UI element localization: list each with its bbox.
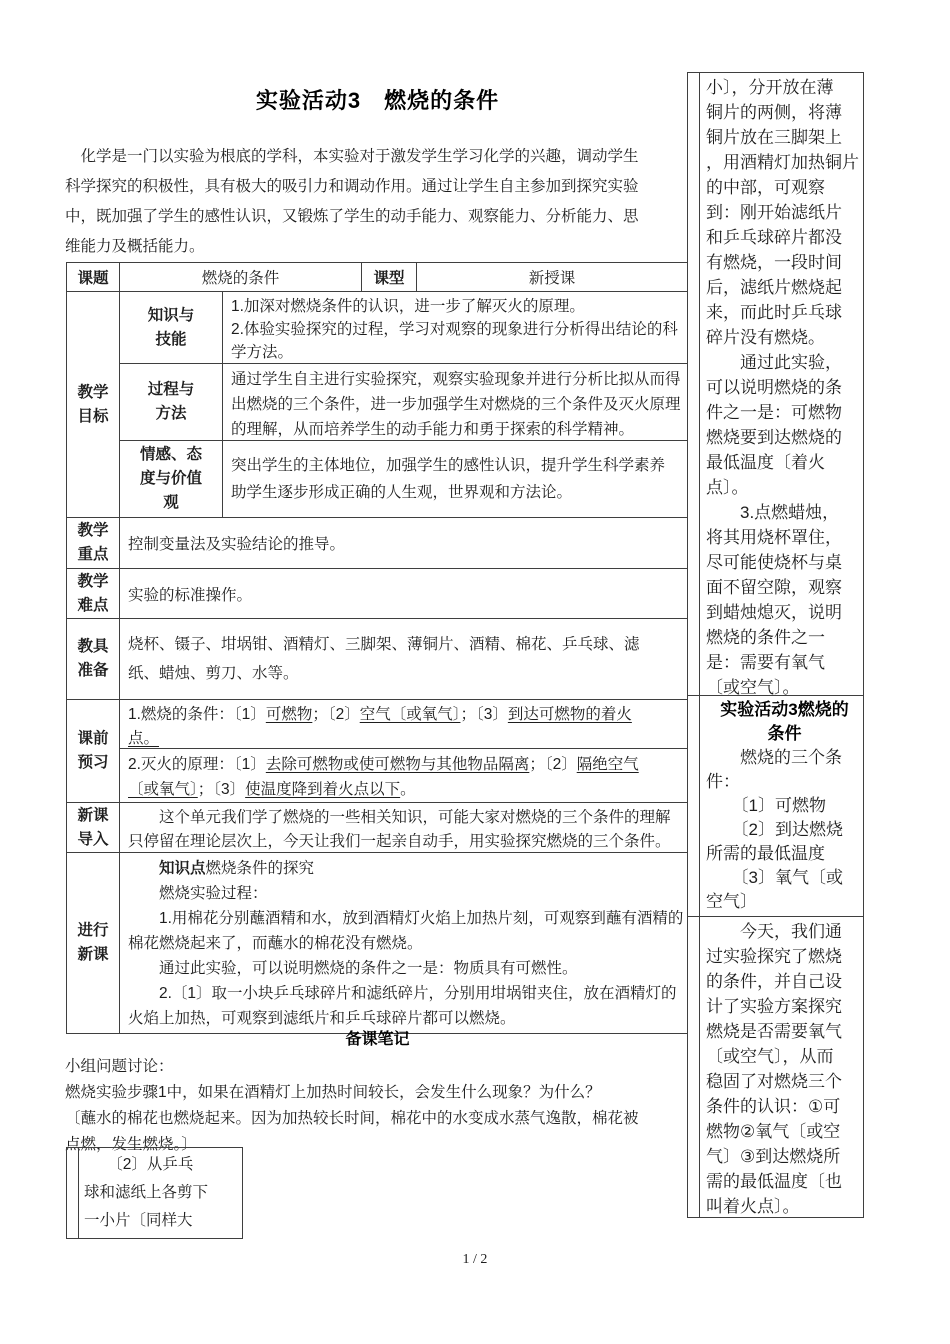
text-line: 到：刚开始滤纸片 (706, 203, 842, 222)
subrow-process-method (120, 363, 687, 440)
text-line (128, 752, 679, 777)
cell-new-lesson-label (67, 853, 119, 1033)
prep-notes-section (65, 1026, 690, 1158)
text-line: 维能力及概括能力。 (65, 238, 205, 255)
text-line: 科学探究的积极性，具有极大的吸引力和调动作用。通过让学生自主参加到探究实验 (65, 178, 639, 195)
text-segment: 。 (400, 781, 416, 798)
text-line: 课前 (77, 730, 109, 747)
text-line: 学方法。 (231, 344, 294, 361)
text-line: 2.〔1〕取一小块乒乓球碎片和滤纸碎片，分别用坩埚钳夹住，放在酒精灯的 (128, 985, 677, 1002)
sidebar-box1-text (700, 73, 863, 695)
text-line (128, 703, 679, 727)
table-row-key-points (67, 517, 687, 568)
sidebar-box3-text (700, 917, 863, 1217)
cell-difficulties-label (67, 569, 119, 618)
text-line: 点〕。 (706, 478, 749, 497)
text-segment: 燃烧条件的探究 (205, 860, 315, 877)
text-line: 〔或空气〕。 (706, 678, 800, 697)
text-line: 方法 (155, 405, 187, 422)
text-line: 的中部，可观察 (706, 178, 825, 197)
cell-lead-in-label (67, 803, 119, 852)
text-line: 导入 (77, 830, 109, 848)
text-line: 教具 (77, 638, 109, 655)
text-line: 燃烧要到达燃烧的 (706, 428, 842, 447)
cell-preview-part2 (120, 749, 687, 802)
text-line: 燃烧是否需要氧气 (706, 1022, 842, 1041)
text-segment: ；〔3〕 (460, 706, 508, 723)
subrow-preview-2 (120, 748, 687, 802)
text-line: 小组问题讨论： (65, 1058, 174, 1075)
text-segment: 去除可燃物或使可燃物与其他物品隔离 (265, 756, 530, 773)
text-line (128, 856, 679, 881)
text-line: 助学生逐步形成正确的人生观，世界观和方法论。 (231, 484, 573, 501)
prep-notes-body (65, 1054, 690, 1158)
text-line: 难点 (77, 596, 109, 614)
text-line: 和乒乓球碎片都没 (706, 228, 842, 247)
cell-preview-label (67, 700, 119, 802)
text-line: 火焰上加热，可观察到滤纸片和乒乓球碎片都可以燃烧。 (128, 1010, 516, 1027)
text-line: 通过此实验， (706, 353, 842, 372)
text-line: 〔或空气〕，从而 (706, 1047, 834, 1066)
cell-key-points-label (67, 518, 119, 568)
cell-materials-label (67, 619, 119, 699)
bottom-box-text (79, 1148, 242, 1238)
text-segment: 2.灭火的原理：〔1〕 (128, 756, 266, 773)
table-row-preview (67, 699, 687, 802)
cell-objectives-label (67, 292, 119, 517)
text-line: 碎片没有燃烧。 (706, 328, 825, 347)
text-line: 〔2〕到达燃烧 (706, 820, 843, 839)
text-line: 进行 (77, 922, 109, 939)
cell-emotion-values-label (120, 441, 222, 517)
cell-new-lesson-content (119, 853, 687, 1033)
text-line: 只停留在理论层次上，今天让我们一起亲自动手，用实验探究燃烧的三个条件。 (128, 833, 671, 850)
text-line: 过实验探究了燃烧 (706, 947, 842, 966)
bottom-box-strip (67, 1148, 79, 1238)
text-line: 件： (706, 772, 740, 791)
cell-knowledge-skills-content (222, 292, 687, 363)
text-line: 通过学生自主进行实验探究，观察实验现象并进行分析比拟从而得 (231, 371, 681, 388)
text-line: 点燃，发生燃烧。〕 (65, 1136, 197, 1153)
text-line: 后，滤纸片燃烧起 (706, 278, 842, 297)
page-number: 1 / 2 (462, 1252, 488, 1267)
table-row-topic (67, 263, 687, 291)
text-segment: 隔绝空气 (576, 756, 639, 773)
prep-notes-title: 备课笔记 (345, 1031, 410, 1048)
text-line: 铜片的两侧，将薄 (706, 103, 842, 122)
text-line: 化学是一门以实验为根底的学科，本实验对于激发学生学习化学的兴趣，调动学生 (65, 148, 639, 165)
text-line: 燃烧的三个条 (706, 748, 842, 767)
text-line: 最低温度〔着火 (706, 453, 825, 472)
text-line: 球和滤纸上各剪下 (84, 1184, 209, 1201)
text-line: 棉花燃烧起来了，而蘸水的棉花没有燃烧。 (128, 935, 423, 952)
subrow-knowledge-skills (120, 292, 687, 363)
text-line: ，用酒精灯加热铜片 (706, 153, 859, 172)
text-line: 知识与 (147, 306, 195, 324)
text-line: 出燃烧的三个条件，进一步加强学生对燃烧的三个条件及灭火原理 (231, 396, 681, 413)
text-line: 〔蘸水的棉花也燃烧起来。因为加热较长时间，棉花中的水变成水蒸气逸散，棉花被 (65, 1110, 639, 1127)
cell-process-method-label (120, 364, 222, 440)
sidebar-box2-heading (706, 698, 863, 746)
text-line: 情感、态 (139, 446, 202, 463)
text-segment: 使温度降到着火点以下 (245, 781, 401, 798)
text-line: 预习 (77, 754, 109, 771)
text-line: 观 (163, 494, 179, 511)
table-row-materials (67, 618, 687, 699)
subrow-preview-1 (120, 700, 687, 748)
sidebar-strip-1 (688, 73, 700, 695)
text-line: 烧杯、镊子、坩埚钳、酒精灯、三脚架、薄铜片、酒精、棉花、乒乓球、滤 (128, 636, 640, 653)
text-line: 过程与 (147, 381, 195, 398)
table-row-lead-in (67, 802, 687, 852)
cell-course-type-value: 新授课 (416, 263, 687, 291)
text-line: 燃烧的条件之一 (706, 628, 825, 647)
text-line: 稳固了对燃烧三个 (706, 1072, 842, 1091)
cell-difficulties-content (119, 569, 687, 618)
text-segment: 空气〔或氧气〕 (359, 706, 461, 723)
cell-materials-content (119, 619, 687, 699)
lesson-table (66, 262, 688, 1034)
text-line: 通过此实验，可以说明燃烧的条件之一是：物质具有可燃性。 (128, 960, 578, 977)
cell-topic-value: 燃烧的条件 (119, 263, 361, 291)
text-line (128, 777, 679, 802)
text-line: 条件 (767, 724, 802, 743)
sidebar-strip-3 (688, 917, 700, 1217)
text-line: 计了实验方案探究 (706, 997, 842, 1016)
text-segment: ；〔2〕 (529, 756, 577, 773)
text-line: 尽可能使烧杯与桌 (706, 553, 842, 572)
sidebar-box2-text (700, 696, 863, 916)
text-segment: ；〔3〕 (197, 781, 246, 798)
text-line: 铜片放在三脚架上 (706, 128, 842, 147)
text-line: 需的最低温度〔也 (706, 1172, 842, 1191)
text-segment: 〔或氧气〕 (128, 781, 198, 798)
text-line: 件之一是：可燃物 (706, 403, 842, 422)
text-line: 来，而此时乒乓球 (706, 303, 842, 322)
text-line: 这个单元我们学了燃烧的一些相关知识，可能大家对燃烧的三个条件的理解 (128, 809, 671, 826)
right-sidebar (687, 72, 864, 1218)
text-line: 纸、蜡烛、剪刀、水等。 (128, 665, 299, 682)
text-line: 叫着火点〕。 (706, 1197, 800, 1216)
sidebar-box-experiment-2 (688, 73, 863, 695)
text-line: 面不留空隙，观察 (706, 578, 842, 597)
text-line: 实验活动3燃烧的 (720, 700, 849, 719)
cell-lead-in-content (119, 803, 687, 852)
text-line: 条件的认识：①可 (706, 1097, 841, 1116)
text-line: 气〕③到达燃烧所 (706, 1147, 841, 1166)
intro-paragraph (65, 142, 690, 262)
cell-emotion-values-content (222, 441, 687, 517)
text-line: 实验的标准操作。 (128, 586, 253, 604)
text-line: 小〕，分开放在薄 (706, 78, 834, 97)
objectives-subrows (119, 292, 687, 517)
cell-topic-label: 课题 (77, 270, 109, 287)
sidebar-box-summary (688, 695, 863, 916)
text-line: 一小片〔同样大 (84, 1212, 193, 1229)
cell-key-points-content (119, 518, 687, 568)
text-line: 是：需要有氧气 (706, 653, 825, 672)
sidebar-box2-body (706, 746, 863, 914)
sidebar-box-conclusion (688, 916, 863, 1217)
text-line: 1.加深对燃烧条件的认识，进一步了解灭火的原理。 (231, 298, 585, 315)
text-segment: 1.燃烧的条件：〔1〕 (128, 706, 266, 723)
text-segment (128, 860, 159, 877)
text-line: 教学 (77, 572, 109, 590)
text-line: 度与价值 (139, 470, 202, 487)
text-line: 〔2〕从乒乓 (84, 1156, 194, 1173)
table-row-difficulties (67, 568, 687, 618)
text-line: 技能 (155, 330, 187, 348)
text-line: 3.点燃蜡烛， (706, 503, 840, 522)
text-segment: 到达可燃物的着火 (507, 706, 632, 723)
sidebar-strip-2 (688, 696, 700, 916)
subrow-emotion-values (120, 440, 687, 517)
text-line: 1.用棉花分别蘸酒精和水，放到酒精灯火焰上加热片刻，可观察到蘸有酒精的 (128, 910, 684, 927)
table-row-new-lesson (67, 852, 687, 1033)
text-line: 2.体验实验探究的过程，学习对观察的现象进行分析得出结论的科 (231, 321, 678, 338)
text-line: 可以说明燃烧的条 (706, 378, 842, 397)
text-line: 控制变量法及实验结论的推导。 (128, 536, 346, 553)
text-line: 中，既加强了学生的感性认识，又锻炼了学生的动手能力、观察能力、分析能力、思 (65, 208, 639, 225)
text-line: 新课 (77, 946, 109, 963)
text-line: 的条件，并自己设 (706, 972, 842, 991)
text-segment: 可燃物 (265, 706, 313, 723)
text-line: 所需的最低温度 (706, 844, 825, 863)
text-segment: 点。 (128, 730, 160, 747)
text-line: 新课 (77, 806, 109, 824)
text-line: 将其用烧杯罩住， (706, 528, 842, 547)
text-line: 燃烧实验步骤1中，如果在酒精灯上加热时间较长，会发生什么现象？为什么？ (65, 1084, 601, 1101)
table-row-objectives (67, 291, 687, 517)
text-line: 教学 (77, 383, 109, 401)
text-line: 重点 (77, 546, 109, 563)
cell-course-type-label: 课型 (361, 263, 416, 291)
text-line: 有燃烧，一段时间 (706, 253, 842, 272)
text-segment: 知识点 (159, 860, 206, 877)
preview-subrows (119, 700, 687, 802)
text-line: 燃物②氧气〔或空 (706, 1122, 841, 1141)
text-line: 到蜡烛熄灭，说明 (706, 603, 842, 622)
page-title: 实验活动3 燃烧的条件 (255, 88, 500, 113)
text-line: 燃烧实验过程： (128, 885, 268, 902)
text-line: 今天，我们通 (706, 922, 842, 941)
text-line: 教学 (77, 522, 109, 539)
bottom-left-box (66, 1147, 243, 1239)
text-line: 的理解，从而培养学生的动手能力和勇于探索的科学精神。 (231, 421, 635, 438)
text-line: 准备 (77, 662, 109, 679)
cell-process-method-content (222, 364, 687, 440)
text-line: 目标 (77, 407, 109, 425)
text-line: 〔1〕可燃物 (706, 796, 826, 815)
text-line: 〔3〕氧气〔或 (706, 868, 843, 887)
text-line: 空气〕 (706, 892, 757, 911)
cell-knowledge-skills-label (120, 292, 222, 363)
text-line: 突出学生的主体地位，加强学生的感性认识，提升学生科学素养 (231, 457, 666, 474)
cell-preview-part1 (120, 700, 687, 748)
text-segment: ；〔2〕 (312, 706, 360, 723)
